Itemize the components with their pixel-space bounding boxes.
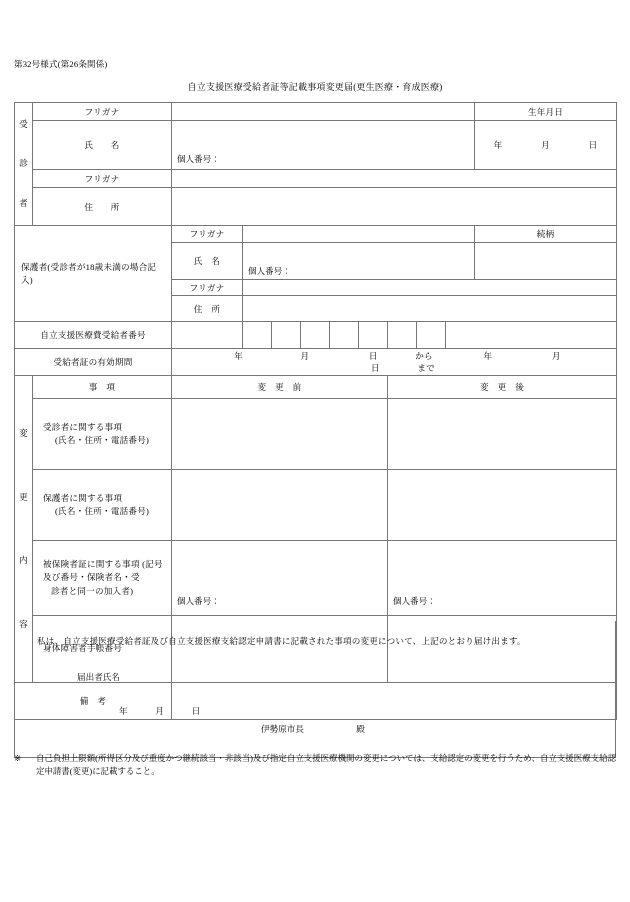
guardian-section-label: 保護者(受診者が18歳未満の場合記入) xyxy=(15,226,172,322)
guardian-relation-input[interactable] xyxy=(475,243,617,280)
patient-furigana-input[interactable] xyxy=(172,103,475,121)
change-header-after: 変 更 後 xyxy=(388,376,617,399)
recipient-number-cell-8-struck xyxy=(417,322,446,349)
guardian-relation-header: 続柄 xyxy=(475,226,617,243)
validity-from-word: から xyxy=(415,351,433,361)
change-vertical-char-2: 更 xyxy=(19,491,28,502)
change-after-patient-input[interactable] xyxy=(388,399,617,470)
validity-from-year: 年 xyxy=(234,351,243,361)
form-number: 第32号様式(第26条関係) xyxy=(14,59,108,69)
recipient-number-cell-6[interactable] xyxy=(359,322,388,349)
change-after-insurance-input[interactable] xyxy=(388,541,617,616)
patient-address-furigana-input[interactable] xyxy=(172,169,617,187)
recipient-number-cell-1[interactable] xyxy=(172,322,243,349)
change-item-label-insurance xyxy=(33,541,172,616)
remarks-label: 備 考 xyxy=(15,683,172,720)
patient-vertical-char-2: 診 xyxy=(19,158,28,169)
change-item-label-guardian xyxy=(33,470,172,541)
declaration-date-day: 日 xyxy=(191,706,201,716)
guardian-name-label: 氏 名 xyxy=(172,243,243,280)
declaration-addressee: 伊勢原市長 xyxy=(261,724,304,734)
change-item-insurance-line1: 被保険者証に関する事項 xyxy=(43,559,140,570)
patient-address-label: 住 所 xyxy=(33,188,172,226)
patient-vertical-label xyxy=(15,103,33,226)
recipient-number-cell-3[interactable] xyxy=(272,322,301,349)
patient-address-furigana-row xyxy=(15,169,617,187)
recipient-number-label: 自立支援医療費受給者番号 xyxy=(15,322,172,349)
change-after-guardian-input[interactable] xyxy=(388,470,617,541)
recipient-number-unused-area xyxy=(446,322,617,349)
declaration-date-month: 月 xyxy=(155,706,165,716)
change-header-before: 変 更 前 xyxy=(172,376,388,399)
footnote-marker-icon: ※ xyxy=(14,754,22,763)
change-row-insurance xyxy=(15,541,617,616)
patient-furigana-row xyxy=(15,103,617,121)
change-item-patient-line1: 受診者に関する事項 xyxy=(43,421,123,432)
guardian-address-input[interactable] xyxy=(243,296,617,322)
patient-birthdate-header: 生年月日 xyxy=(475,103,617,121)
change-before-patient-input[interactable] xyxy=(172,399,388,470)
recipient-number-cell-4[interactable] xyxy=(301,322,330,349)
validity-from-day: 日 xyxy=(368,351,378,361)
patient-name-input[interactable] xyxy=(172,121,475,170)
change-vertical-char-3: 内 xyxy=(19,555,28,566)
patient-birthdate-fields[interactable] xyxy=(475,121,617,170)
change-header-item: 事 項 xyxy=(33,376,172,399)
guardian-name-input[interactable] xyxy=(243,243,475,280)
declaration-statement: 私は、自立支援医療受給者証及び自立支援医療支給認定申請書に記載された事項の変更について、上記のとおり届け出ます。 xyxy=(37,636,526,646)
declaration-box xyxy=(14,618,616,758)
patient-vertical-char-1: 受 xyxy=(19,119,28,130)
page-title: 自立支援医療受給者証等記載事項変更届(更生医療・育成医療) xyxy=(187,82,443,92)
validity-to-day: 日 xyxy=(371,363,380,373)
declaration-addressee-line xyxy=(15,717,615,757)
validity-period-label: 受給者証の有効期間 xyxy=(15,349,172,376)
recipient-number-cell-7[interactable] xyxy=(388,322,417,349)
validity-from-month: 月 xyxy=(300,351,310,361)
patient-name-label: 氏 名 xyxy=(33,121,172,170)
validity-to-year: 年 xyxy=(483,351,493,361)
validity-period-fields[interactable] xyxy=(172,349,617,376)
guardian-address-label: 住 所 xyxy=(172,296,243,322)
patient-vertical-char-3: 者 xyxy=(19,197,28,208)
guardian-furigana-label: フリガナ xyxy=(172,226,243,243)
patient-address-furigana-label: フリガナ xyxy=(33,169,172,187)
guardian-furigana-input[interactable] xyxy=(243,226,475,243)
footnote-text: 自己負担上限額(所得区分及び重度かつ継続該当・非該当)及び指定自立支援医療機関の変更については、支給認定の変更を行うため、自立支援医療支給認定申請書(変更)に記載すること。 xyxy=(36,754,616,777)
change-before-guardian-input[interactable] xyxy=(172,470,388,541)
patient-birth-year-label: 年 xyxy=(493,140,503,151)
change-vertical-char-4: 容 xyxy=(19,618,28,629)
declaration-honorific: 殿 xyxy=(356,724,365,734)
change-item-disability-line1: 身体障害者手帳番号 xyxy=(43,643,123,654)
patient-birth-day-label: 日 xyxy=(588,140,598,151)
validity-to-month: 月 xyxy=(551,351,561,361)
patient-name-row xyxy=(15,121,617,170)
validity-period-row xyxy=(15,349,617,376)
guardian-address-furigana-input[interactable] xyxy=(243,280,617,296)
change-row-patient xyxy=(15,399,617,470)
change-before-insurance-input[interactable] xyxy=(172,541,388,616)
change-item-insurance-line3: 診者と同一の加入者) xyxy=(51,585,134,596)
guardian-furigana-row xyxy=(15,226,617,243)
recipient-number-cell-2[interactable] xyxy=(243,322,272,349)
validity-to-word: まで xyxy=(417,363,435,373)
patient-birth-month-label: 月 xyxy=(541,140,550,151)
declaration-date-year: 年 xyxy=(119,706,128,716)
patient-furigana-label: フリガナ xyxy=(33,103,172,121)
recipient-number-row xyxy=(15,322,617,349)
patient-my-number-label: 個人番号： xyxy=(177,155,220,165)
change-before-my-number-label: 個人番号： xyxy=(177,597,220,606)
guardian-address-furigana-label: フリガナ xyxy=(172,280,243,296)
patient-address-row xyxy=(15,188,617,226)
change-after-my-number-label: 個人番号： xyxy=(393,597,436,606)
submitter-name-label[interactable]: 届出者氏名 xyxy=(77,672,120,682)
change-item-guardian-line1: 保護者に関する事項 xyxy=(43,492,123,503)
change-item-guardian-line2: (氏名・住所・電話番号) xyxy=(55,506,150,516)
declaration-date-fields[interactable] xyxy=(15,683,615,717)
patient-address-input[interactable] xyxy=(172,188,617,226)
change-item-label-patient xyxy=(33,399,172,470)
change-item-insurance-line2: (記号及び番号・保険者名・受 xyxy=(43,559,163,583)
change-vertical-char-1: 変 xyxy=(19,428,28,439)
recipient-number-cell-5[interactable] xyxy=(330,322,359,349)
change-row-guardian xyxy=(15,470,617,541)
footnote xyxy=(14,752,616,778)
guardian-my-number-label: 個人番号： xyxy=(248,267,291,276)
change-item-patient-line2: (氏名・住所・電話番号) xyxy=(55,435,150,445)
change-table-header-row xyxy=(15,376,617,399)
